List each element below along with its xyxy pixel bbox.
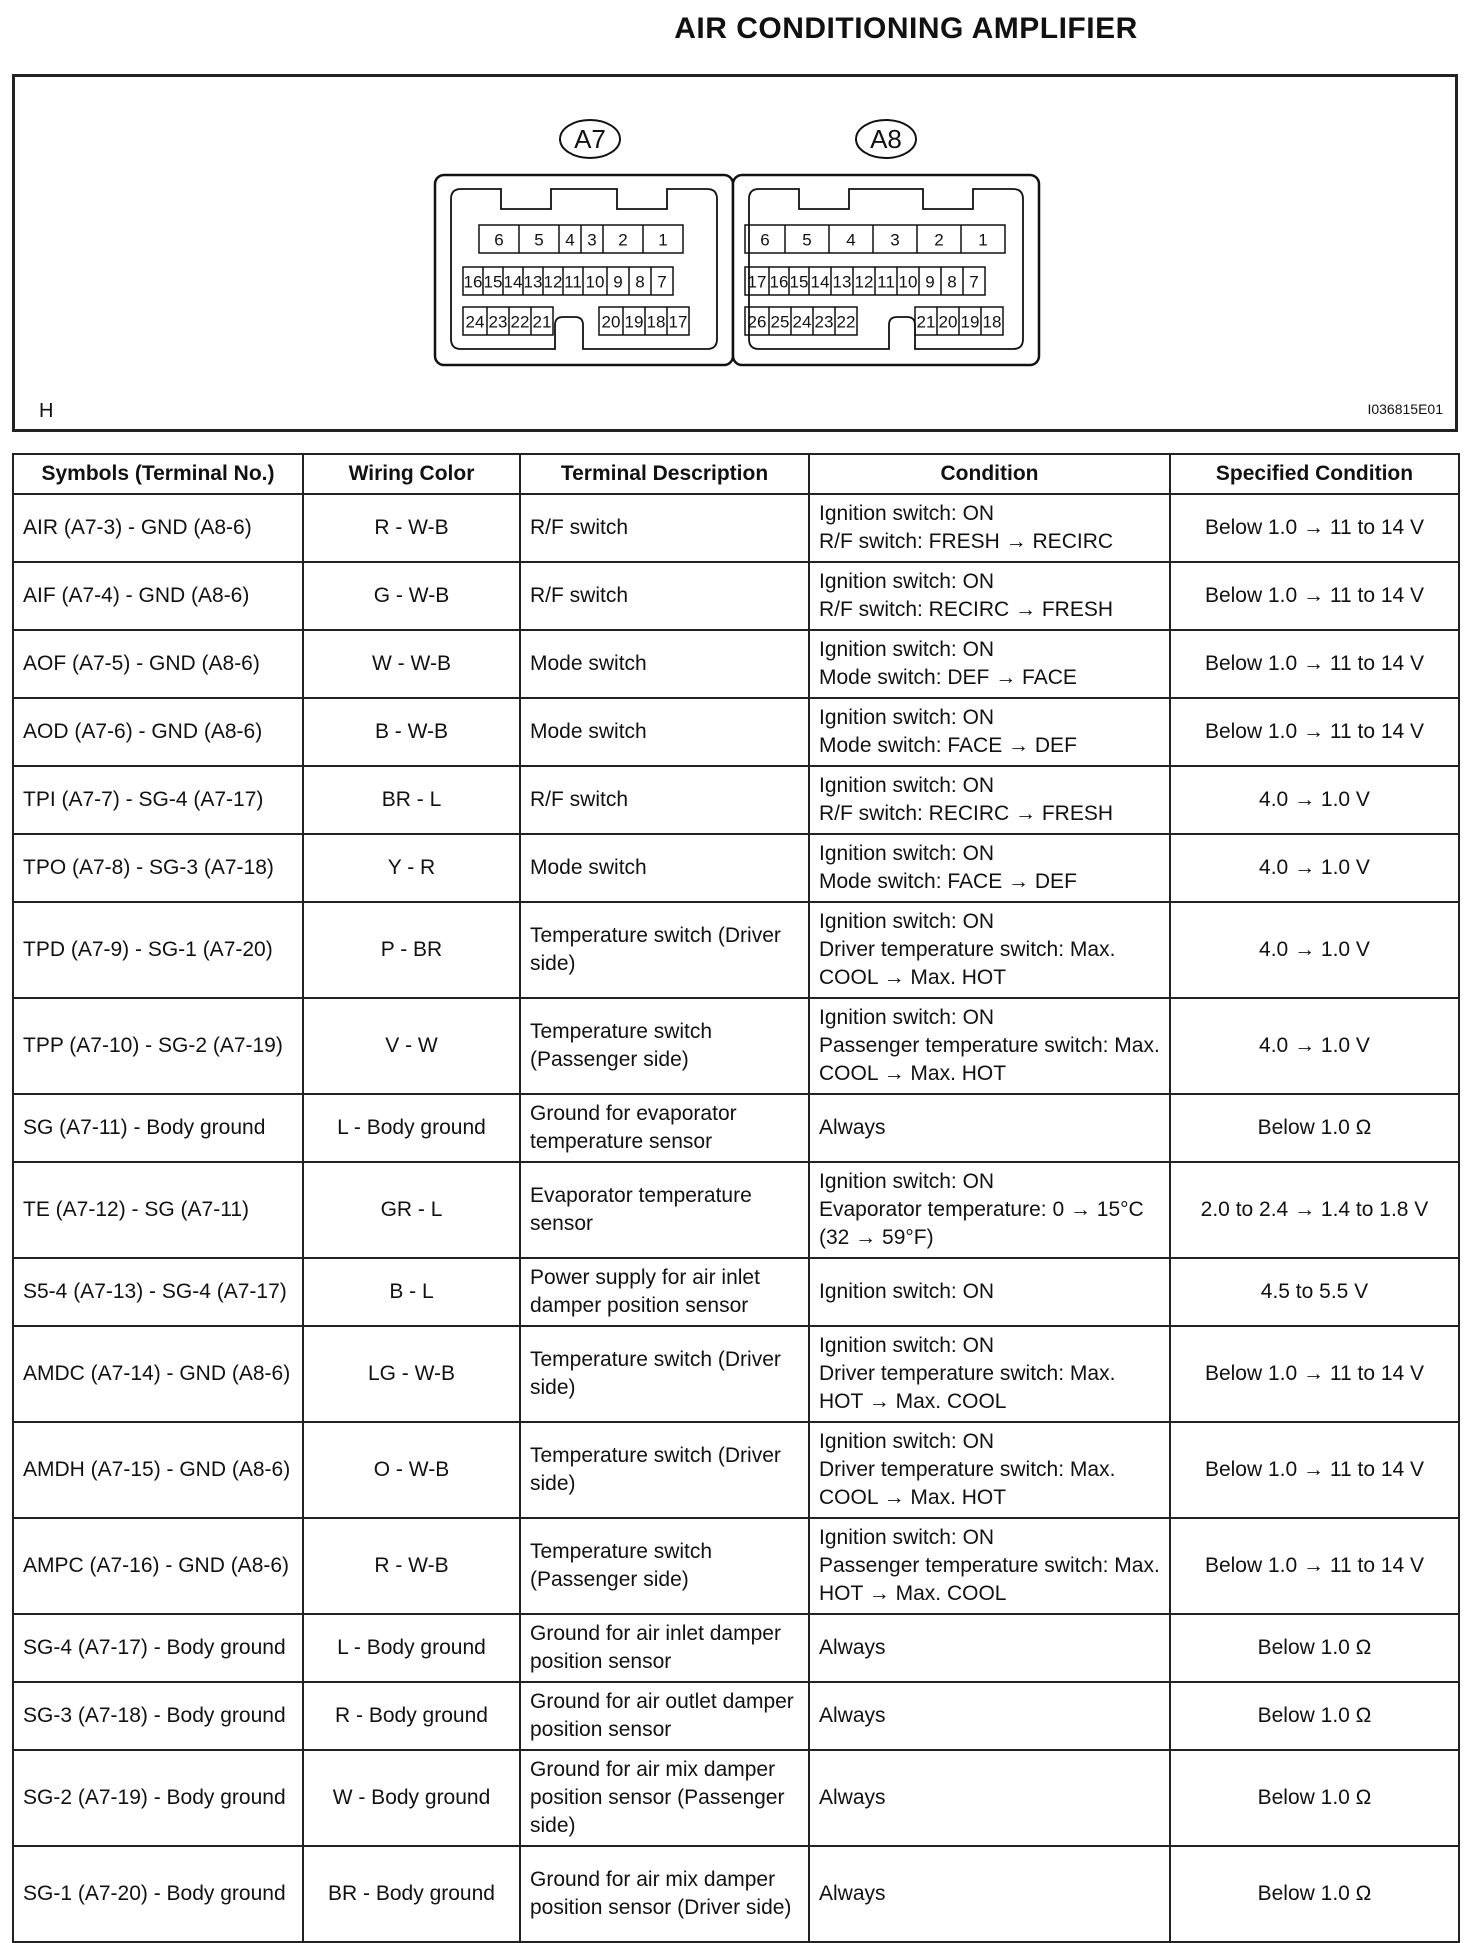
cell-terminal-description: Temperature switch (Driver side) (520, 1326, 809, 1422)
pin-row-2-pin-number: 12 (854, 272, 874, 292)
cell-condition (809, 562, 1170, 630)
cell-symbols: TPD (A7-9) - SG-1 (A7-20) (13, 902, 303, 998)
condition-line: Always (819, 1786, 886, 1810)
cell-terminal-description: Mode switch (520, 834, 809, 902)
cell-wiring-color: G - W-B (303, 562, 520, 630)
pin-row-2-pin-number: 11 (564, 272, 582, 292)
pin-row-2-pin-number: 7 (969, 272, 979, 292)
cell-specified-condition: Below 1.0 → 11 to 14 V (1170, 1518, 1459, 1614)
cell-symbols: TPO (A7-8) - SG-3 (A7-18) (13, 834, 303, 902)
cell-terminal-description: Temperature switch (Passenger side) (520, 1518, 809, 1614)
condition-line: Ignition switch: ON (819, 502, 995, 526)
header-terminal-description: Terminal Description (520, 454, 809, 494)
pin-row-1-pin-number: 1 (978, 230, 988, 250)
cell-terminal-description: Mode switch (520, 698, 809, 766)
cell-condition (809, 1846, 1170, 1942)
cell-symbols: AMDC (A7-14) - GND (A8-6) (13, 1326, 303, 1422)
pin-row-1-pin-number: 4 (846, 230, 856, 250)
cell-specified-condition: Below 1.0 → 11 to 14 V (1170, 1326, 1459, 1422)
pin-row-3-right-pin-number: 19 (960, 312, 980, 332)
pin-row-1-pin-number: 3 (587, 230, 597, 250)
diagram-corner-letter: H (39, 400, 54, 422)
page-title: AIR CONDITIONING AMPLIFIER (674, 12, 1138, 45)
pin-row-2-pin-number: 14 (810, 272, 830, 292)
cell-condition (809, 834, 1170, 902)
pin-row-3-right-pin-number: 17 (668, 312, 688, 332)
cell-symbols: AOF (A7-5) - GND (A8-6) (13, 630, 303, 698)
pin-row-2-pin-number: 9 (613, 272, 623, 292)
cell-terminal-description: Ground for air mix damper position sensor (Passenger side) (520, 1750, 809, 1846)
condition-line: Ignition switch: ON (819, 638, 995, 662)
pin-row-2-pin-number: 10 (585, 272, 605, 292)
cell-wiring-color: R - W-B (303, 1518, 520, 1614)
pin-row-3-left-pin-number: 24 (792, 312, 812, 332)
pin-row-3-left-pin-number: 23 (488, 312, 508, 332)
pin-row-2-pin-number: 17 (747, 272, 767, 292)
condition-line: Ignition switch: ON (819, 1170, 995, 1194)
table-row (13, 1846, 1459, 1942)
pin-row-1-pin-number: 3 (890, 230, 900, 250)
table-header-row (13, 454, 1459, 494)
connector-label: A8 (870, 124, 902, 154)
pin-row-2-pin-number: 13 (523, 272, 543, 292)
cell-specified-condition: Below 1.0 Ω (1170, 1094, 1459, 1162)
cell-terminal-description: Ground for air inlet damper position sensor (520, 1614, 809, 1682)
cell-specified-condition: 2.0 to 2.4 → 1.4 to 1.8 V (1170, 1162, 1459, 1258)
pin-row-3-left-pin-number: 22 (836, 312, 856, 332)
table-row (13, 902, 1459, 998)
cell-specified-condition: Below 1.0 → 11 to 14 V (1170, 494, 1459, 562)
condition-line: Passenger temperature switch: Max. HOT → Max. COOL (819, 1554, 1160, 1605)
cell-symbols: SG-1 (A7-20) - Body ground (13, 1846, 303, 1942)
condition-line: Always (819, 1116, 886, 1140)
cell-terminal-description: Temperature switch (Passenger side) (520, 998, 809, 1094)
cell-condition (809, 630, 1170, 698)
cell-condition (809, 1094, 1170, 1162)
condition-line: Always (819, 1704, 886, 1728)
cell-condition (809, 902, 1170, 998)
connector-housing (733, 175, 1039, 365)
pin-row-3-left-pin-number: 21 (532, 312, 552, 332)
cell-symbols: SG-4 (A7-17) - Body ground (13, 1614, 303, 1682)
table-row (13, 630, 1459, 698)
cell-specified-condition: Below 1.0 → 11 to 14 V (1170, 630, 1459, 698)
cell-symbols: AMPC (A7-16) - GND (A8-6) (13, 1518, 303, 1614)
cell-specified-condition: 4.5 to 5.5 V (1170, 1258, 1459, 1326)
condition-line: Passenger temperature switch: Max. COOL → Max. HOT (819, 1034, 1160, 1085)
pin-row-3-left-pin-number: 25 (770, 312, 790, 332)
cell-symbols: S5-4 (A7-13) - SG-4 (A7-17) (13, 1258, 303, 1326)
table-row (13, 1162, 1459, 1258)
cell-specified-condition: Below 1.0 → 11 to 14 V (1170, 562, 1459, 630)
pin-row-1-pin-number: 2 (618, 230, 628, 250)
cell-wiring-color: BR - L (303, 766, 520, 834)
table-row (13, 1682, 1459, 1750)
header-specified-condition: Specified Condition (1170, 454, 1459, 494)
table-row (13, 1258, 1459, 1326)
pin-row-1-pin-number: 5 (534, 230, 544, 250)
cell-terminal-description: R/F switch (520, 562, 809, 630)
table-row (13, 1614, 1459, 1682)
table-row (13, 766, 1459, 834)
cell-symbols: TPP (A7-10) - SG-2 (A7-19) (13, 998, 303, 1094)
pin-row-2-pin-number: 12 (543, 272, 563, 292)
header-wiring-color: Wiring Color (303, 454, 520, 494)
cell-specified-condition: Below 1.0 Ω (1170, 1750, 1459, 1846)
pin-row-3-left-pin-number: 23 (814, 312, 834, 332)
cell-wiring-color: BR - Body ground (303, 1846, 520, 1942)
pin-row-1-pin-number: 5 (802, 230, 812, 250)
connector-housing (435, 175, 733, 365)
cell-symbols: SG-2 (A7-19) - Body ground (13, 1750, 303, 1846)
condition-line: Ignition switch: ON (819, 1430, 995, 1454)
table-row (13, 562, 1459, 630)
condition-line: Ignition switch: ON (819, 774, 995, 798)
cell-wiring-color: B - L (303, 1258, 520, 1326)
pin-row-2-pin-number: 15 (483, 272, 503, 292)
condition-line: Ignition switch: ON (819, 1526, 995, 1550)
cell-condition (809, 1518, 1170, 1614)
cell-wiring-color: P - BR (303, 902, 520, 998)
cell-symbols: AIF (A7-4) - GND (A8-6) (13, 562, 303, 630)
condition-line: Mode switch: DEF → FACE (819, 666, 1077, 689)
condition-line: Ignition switch: ON (819, 1280, 995, 1304)
table-row (13, 1094, 1459, 1162)
cell-terminal-description: Power supply for air inlet damper position sensor (520, 1258, 809, 1326)
pin-row-1-pin-number: 6 (494, 230, 504, 250)
cell-terminal-description: R/F switch (520, 766, 809, 834)
table-row (13, 998, 1459, 1094)
cell-symbols: AOD (A7-6) - GND (A8-6) (13, 698, 303, 766)
pin-row-2-pin-number: 7 (657, 272, 667, 292)
cell-condition (809, 1162, 1170, 1258)
table-row (13, 834, 1459, 902)
pin-row-3-left-pin-number: 26 (747, 312, 767, 332)
cell-symbols: TE (A7-12) - SG (A7-11) (13, 1162, 303, 1258)
pin-row-1-pin-number: 6 (760, 230, 770, 250)
header-condition: Condition (809, 454, 1170, 494)
cell-specified-condition: 4.0 → 1.0 V (1170, 766, 1459, 834)
pin-row-3-right-pin-number: 19 (624, 312, 644, 332)
cell-terminal-description: R/F switch (520, 494, 809, 562)
cell-wiring-color: B - W-B (303, 698, 520, 766)
pin-row-2-pin-number: 9 (925, 272, 935, 292)
cell-wiring-color: GR - L (303, 1162, 520, 1258)
cell-terminal-description: Mode switch (520, 630, 809, 698)
condition-line: Ignition switch: ON (819, 1006, 995, 1030)
pin-row-2-pin-number: 14 (503, 272, 523, 292)
cell-wiring-color: W - Body ground (303, 1750, 520, 1846)
cell-condition (809, 1750, 1170, 1846)
cell-wiring-color: V - W (303, 998, 520, 1094)
condition-line: Ignition switch: ON (819, 842, 995, 866)
cell-condition (809, 1258, 1170, 1326)
cell-specified-condition: Below 1.0 Ω (1170, 1682, 1459, 1750)
pin-row-2-pin-number: 16 (769, 272, 789, 292)
pin-row-3-right-pin-number: 21 (916, 312, 936, 332)
pin-row-3-right-pin-number: 18 (646, 312, 666, 332)
cell-wiring-color: Y - R (303, 834, 520, 902)
cell-symbols: TPI (A7-7) - SG-4 (A7-17) (13, 766, 303, 834)
condition-line: Ignition switch: ON (819, 570, 995, 594)
cell-wiring-color: L - Body ground (303, 1094, 520, 1162)
cell-terminal-description: Ground for air outlet damper position sensor (520, 1682, 809, 1750)
pin-row-3-right-pin-number: 18 (982, 312, 1002, 332)
cell-symbols: AIR (A7-3) - GND (A8-6) (13, 494, 303, 562)
condition-line: Evaporator temperature: 0 → 15°C (32 → 59°F) (819, 1198, 1144, 1249)
cell-condition (809, 998, 1170, 1094)
pin-row-1-pin-number: 2 (934, 230, 944, 250)
table-row (13, 1326, 1459, 1422)
table-row (13, 494, 1459, 562)
cell-condition (809, 766, 1170, 834)
cell-terminal-description: Evaporator temperature sensor (520, 1162, 809, 1258)
cell-specified-condition: Below 1.0 Ω (1170, 1614, 1459, 1682)
cell-condition (809, 494, 1170, 562)
condition-line: Always (819, 1636, 886, 1660)
pin-row-2-pin-number: 8 (947, 272, 957, 292)
cell-symbols: SG (A7-11) - Body ground (13, 1094, 303, 1162)
condition-line: R/F switch: RECIRC → FRESH (819, 598, 1114, 621)
cell-specified-condition: Below 1.0 Ω (1170, 1846, 1459, 1942)
condition-line: Ignition switch: ON (819, 910, 995, 934)
condition-line: Driver temperature switch: Max. HOT → Max. COOL (819, 1362, 1116, 1413)
pin-row-2-pin-number: 15 (789, 272, 809, 292)
cell-condition (809, 698, 1170, 766)
cell-terminal-description: Temperature switch (Driver side) (520, 1422, 809, 1518)
figure-code: I036815E01 (1367, 401, 1443, 417)
cell-terminal-description: Ground for evaporator temperature sensor (520, 1094, 809, 1162)
cell-condition (809, 1682, 1170, 1750)
pin-row-1-pin-number: 4 (565, 230, 575, 250)
pin-row-2-pin-number: 10 (898, 272, 918, 292)
condition-line: Mode switch: FACE → DEF (819, 734, 1077, 757)
pin-row-2-pin-number: 16 (463, 272, 483, 292)
cell-wiring-color: R - W-B (303, 494, 520, 562)
connector-drawing (15, 77, 1455, 429)
cell-wiring-color: L - Body ground (303, 1614, 520, 1682)
header-symbols: Symbols (Terminal No.) (13, 454, 303, 494)
terminal-spec-table (12, 453, 1460, 1943)
cell-symbols: SG-3 (A7-18) - Body ground (13, 1682, 303, 1750)
cell-specified-condition: Below 1.0 → 11 to 14 V (1170, 698, 1459, 766)
cell-terminal-description: Ground for air mix damper position sensor (Driver side) (520, 1846, 809, 1942)
table-row (13, 1422, 1459, 1518)
cell-specified-condition: 4.0 → 1.0 V (1170, 902, 1459, 998)
table-row (13, 1750, 1459, 1846)
connector-diagram (12, 74, 1458, 432)
pin-row-2-pin-number: 13 (832, 272, 852, 292)
cell-specified-condition: 4.0 → 1.0 V (1170, 998, 1459, 1094)
cell-wiring-color: W - W-B (303, 630, 520, 698)
pin-row-3-right-pin-number: 20 (938, 312, 958, 332)
pin-row-1-pin-number: 1 (658, 230, 668, 250)
cell-condition (809, 1614, 1170, 1682)
cell-condition (809, 1422, 1170, 1518)
condition-line: R/F switch: FRESH → RECIRC (819, 530, 1114, 553)
cell-wiring-color: R - Body ground (303, 1682, 520, 1750)
condition-line: Ignition switch: ON (819, 1334, 995, 1358)
pin-row-3-left-pin-number: 24 (465, 312, 485, 332)
condition-line: Driver temperature switch: Max. COOL → Max. HOT (819, 1458, 1116, 1509)
table-row (13, 698, 1459, 766)
condition-line: Driver temperature switch: Max. COOL → Max. HOT (819, 938, 1116, 989)
cell-wiring-color: LG - W-B (303, 1326, 520, 1422)
cell-symbols: AMDH (A7-15) - GND (A8-6) (13, 1422, 303, 1518)
condition-line: Always (819, 1882, 886, 1906)
cell-terminal-description: Temperature switch (Driver side) (520, 902, 809, 998)
pin-row-3-left-pin-number: 22 (510, 312, 530, 332)
cell-wiring-color: O - W-B (303, 1422, 520, 1518)
condition-line: Ignition switch: ON (819, 706, 995, 730)
pin-row-3-right-pin-number: 20 (601, 312, 621, 332)
cell-specified-condition: Below 1.0 → 11 to 14 V (1170, 1422, 1459, 1518)
condition-line: Mode switch: FACE → DEF (819, 870, 1077, 893)
connector-label: A7 (574, 124, 606, 154)
table-row (13, 1518, 1459, 1614)
pin-row-2-pin-number: 11 (877, 272, 895, 292)
cell-condition (809, 1326, 1170, 1422)
cell-specified-condition: 4.0 → 1.0 V (1170, 834, 1459, 902)
pin-row-2-pin-number: 8 (635, 272, 645, 292)
condition-line: R/F switch: RECIRC → FRESH (819, 802, 1114, 825)
